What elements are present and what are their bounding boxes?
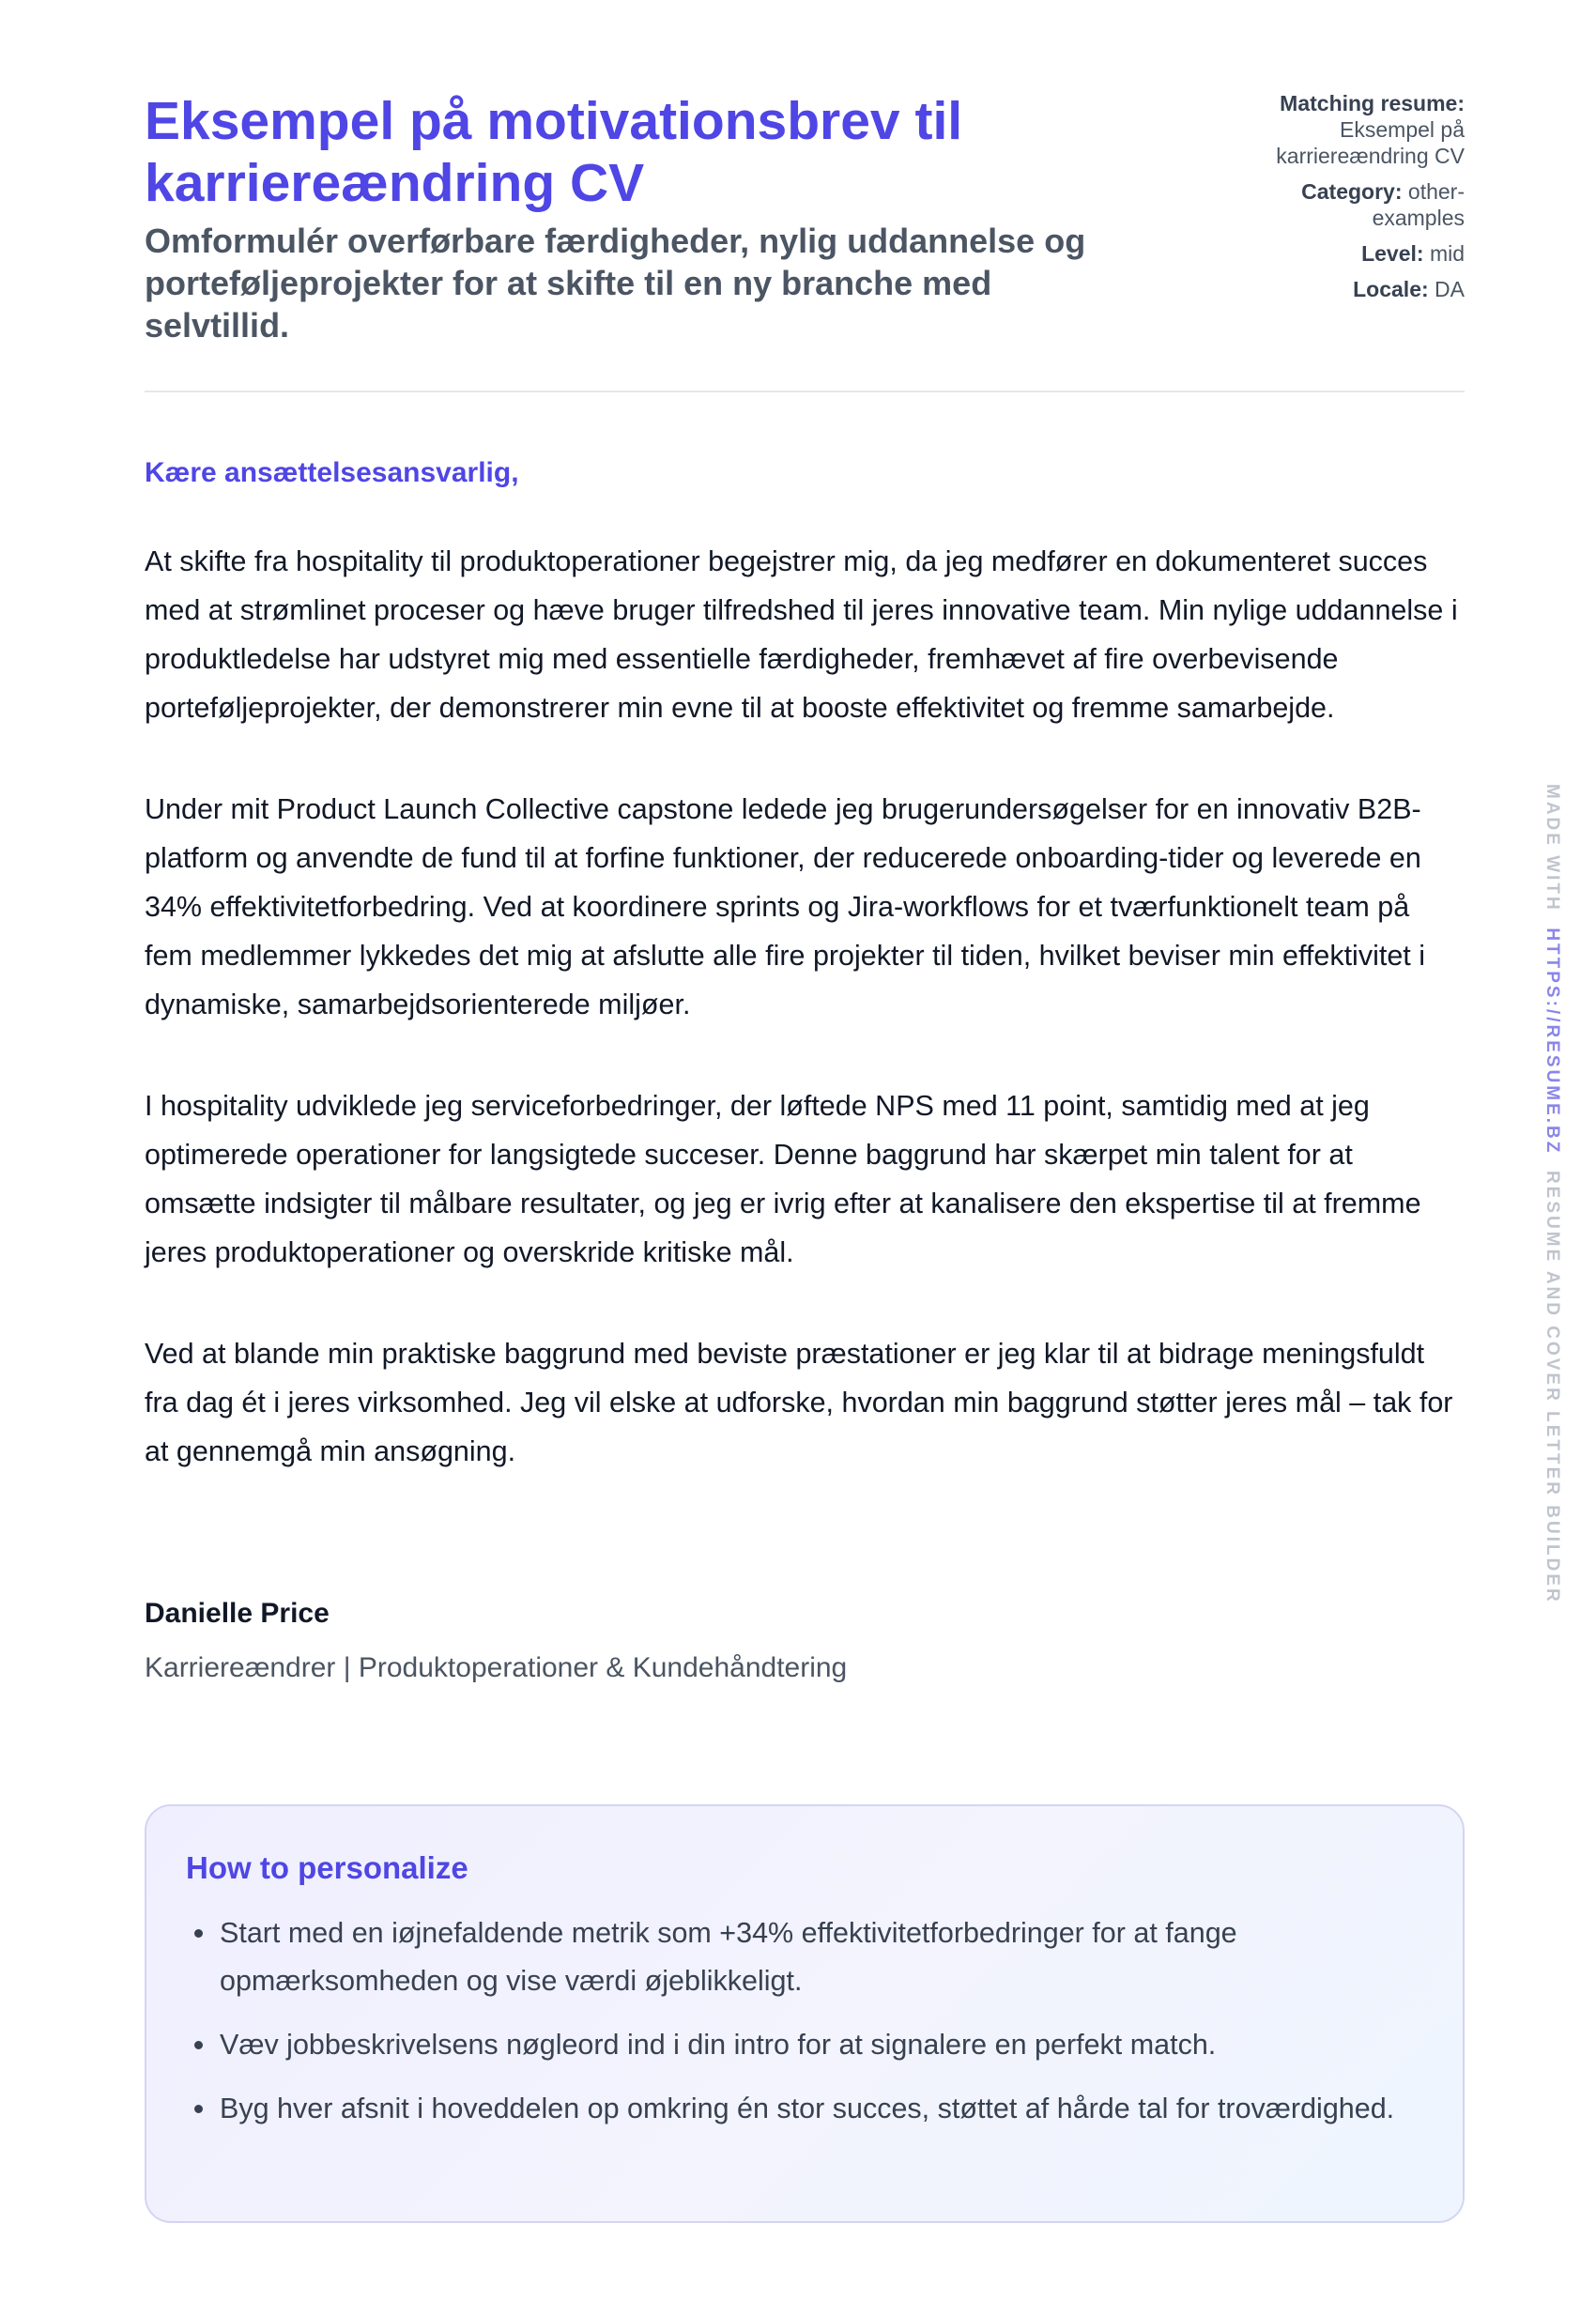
meta-level-label: Level: [1361,241,1424,266]
meta-locale-label: Locale: [1353,277,1429,301]
meta-matching-resume [1220,90,1465,169]
watermark-link[interactable]: HTTPS://RESUME.BZ [1542,928,1562,1156]
tips-item-text: Væv jobbeskrivelsens nøgleord ind i din intro for at signalere en perfekt match. [220,2029,1217,2061]
tips-item-text: Start med en iøjnefaldende metrik som +34% effektivitetforbedringer for at fange opmærksomheden og vise værdi øjeblikkeligt. [220,1917,1237,1997]
letter-paragraph: I hospitality udviklede jeg serviceforbedringer, der løftede NPS med 11 point, samtidig med at jeg optimerede operationer for langsigtede succeser. Denne baggrund har skærpet min talent for at omsætte indsigter til målbare resultater, og jeg er ivrig efter at kanalisere den ekspertise til at fremme jeres produktoperationer og overskride kritiske mål. [145,1090,1421,1268]
side-watermark [1540,784,1562,1604]
signature-block [145,1597,847,1685]
signature-title: Karriereændrer | Produktoperationer & Kundehåndtering [145,1652,848,1683]
meta-level [1220,240,1465,267]
bullet-icon [194,2105,203,2113]
tips-list-item [220,1909,1425,2005]
meta-locale [1220,276,1465,302]
signature-name: Danielle Price [145,1598,330,1629]
bullet-icon [194,2041,203,2049]
meta-category-value: other-examples [1372,179,1465,230]
bullet-icon [194,1929,203,1938]
letter-greeting: Kære ansættelsesansvarlig, [145,457,519,488]
watermark-suffix: RESUME AND COVER LETTER BUILDER [1542,1170,1562,1604]
page-subtitle: Omformulér overførbare færdigheder, nylig uddannelse og porteføljeprojekter for at skifte til en ny branche med selvtillid. [145,222,1086,345]
watermark-prefix: MADE WITH [1542,784,1562,912]
document-page [145,90,1465,2124]
tips-item-text: Byg hver afsnit i hoveddelen op omkring én stor succes, støttet af hårde tal for troværdighed. [220,2093,1395,2124]
document-header [145,90,1465,392]
tips-list-item [220,2085,1425,2133]
letter-body [145,456,1465,1528]
letter-paragraph: Under mit Product Launch Collective capstone ledede jeg brugerundersøgelser for en innovativ B2B-platform og anvendte de fund til at forfine funktioner, der reducerede onboarding-tider og leverede en 34% effektivitetforbedring. Ved at koordinere sprints og Jira-workflows for et tværfunktionelt team på fem medlemmer lykkedes det mig at afslutte alle fire projekter til tiden, hvilket beviser min effektivitet i dynamiske, samarbejdsorienterede miljøer. [145,793,1426,1020]
meta-category-label: Category: [1301,179,1403,204]
personalize-tips-box [145,1804,1465,2223]
meta-level-value: mid [1429,241,1465,266]
page-title: Eksempel på motivationsbrev til karriereændring CV [145,91,963,213]
tips-title: How to personalize [186,1850,468,1885]
letter-paragraph: At skifte fra hospitality til produktoperationer begejstrer mig, da jeg medfører en dokumenteret succes med at strømlinet proceser og hæve bruger tilfredshed til jeres innovative team. Min nylige uddannelse i produktledelse har udstyret mig med essentielle færdigheder, fremhævet af fire overbevisende porteføljeprojekter, der demonstrerer min evne til at booste effektivitet og fremme samarbejde. [145,545,1458,724]
meta-locale-value: DA [1435,277,1465,301]
meta-matching-resume-value: Eksempel på karriereændring CV [1276,117,1465,168]
letter-paragraph: Ved at blande min praktiske baggrund med beviste præstationer er jeg klar til at bidrage meningsfuldt fra dag ét i jeres virksomhed. Jeg vil elske at udforske, hvordan min baggrund støtter jeres mål – tak for at gennemgå min ansøgning. [145,1338,1453,1467]
tips-list [186,1909,1425,2133]
tips-list-item [220,2021,1425,2069]
meta-category [1220,178,1465,231]
meta-panel [1220,90,1465,312]
meta-matching-resume-label: Matching resume: [1280,91,1465,115]
